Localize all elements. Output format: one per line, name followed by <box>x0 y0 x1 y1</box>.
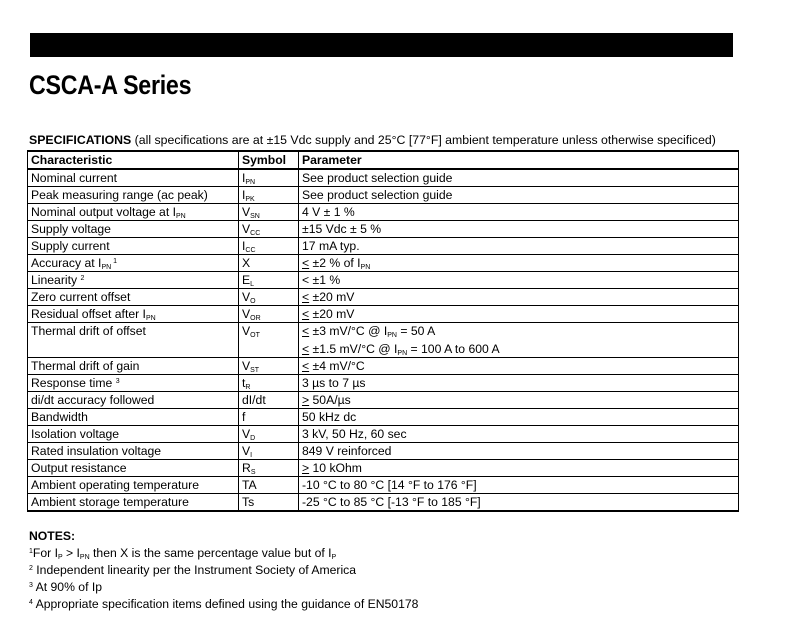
note-segment: P <box>57 554 63 561</box>
parameter-line <box>302 477 738 493</box>
characteristic-segment: di/dt accuracy followed <box>31 393 155 407</box>
characteristic-segment: Ambient storage temperature <box>31 495 189 509</box>
parameter-segment: -10 °C to 80 °C [14 °F to 176 °F] <box>302 478 477 492</box>
symbol-cell <box>239 323 299 358</box>
note-segment: P <box>331 554 337 561</box>
characteristic-segment: Residual offset after I <box>31 307 146 321</box>
symbol-segment: S <box>250 469 256 476</box>
table-row <box>28 238 739 255</box>
characteristic-segment: Rated insulation voltage <box>31 444 162 458</box>
note-segment: 2 <box>29 565 33 572</box>
parameter-segment: > <box>302 393 310 407</box>
table-row <box>28 204 739 221</box>
parameter-line <box>302 170 738 186</box>
parameter-cell <box>299 255 739 272</box>
parameter-cell <box>299 187 739 204</box>
symbol-cell <box>239 358 299 375</box>
symbol-cell <box>239 221 299 238</box>
characteristic-segment: Thermal drift of offset <box>31 324 146 338</box>
characteristic-segment: Bandwidth <box>31 410 88 424</box>
characteristic-cell <box>28 221 239 238</box>
characteristic-cell <box>28 426 239 443</box>
symbol-cell <box>239 460 299 477</box>
parameter-line <box>302 375 738 391</box>
note-segment: 4 <box>29 599 33 606</box>
table-row <box>28 169 739 187</box>
characteristic-cell <box>28 460 239 477</box>
parameter-segment: PN <box>397 350 408 357</box>
characteristic-segment: 3 <box>115 378 120 385</box>
characteristic-cell <box>28 255 239 272</box>
characteristic-cell <box>28 375 239 392</box>
characteristic-segment: Isolation voltage <box>31 427 120 441</box>
symbol-cell <box>239 443 299 460</box>
column-header-characteristic: Characteristic <box>28 151 239 169</box>
characteristic-segment: Linearity <box>31 273 81 287</box>
parameter-line <box>302 358 738 374</box>
parameter-cell <box>299 460 739 477</box>
symbol-segment: CC <box>250 230 261 237</box>
notes-heading: NOTES: <box>29 529 76 543</box>
characteristic-segment: Supply voltage <box>31 222 111 236</box>
table-row <box>28 358 739 375</box>
characteristic-cell <box>28 289 239 306</box>
characteristic-cell <box>28 323 239 358</box>
parameter-line <box>302 255 738 271</box>
parameter-segment: < <box>302 324 310 338</box>
symbol-segment: TA <box>242 478 257 492</box>
parameter-line <box>302 221 738 237</box>
table-row <box>28 477 739 494</box>
symbol-segment: V <box>242 444 251 458</box>
note-item <box>29 545 418 562</box>
symbol-cell <box>239 238 299 255</box>
parameter-segment: See product selection guide <box>302 188 453 202</box>
characteristic-segment: Supply current <box>31 239 110 253</box>
symbol-segment: OR <box>250 315 261 322</box>
parameter-cell <box>299 169 739 187</box>
symbol-segment: O <box>250 298 256 305</box>
parameter-segment: PN <box>387 332 397 339</box>
note-segment: PN <box>79 554 90 561</box>
symbol-segment: V <box>242 427 251 441</box>
table-row <box>28 289 739 306</box>
page-title: CSCA-A Series <box>29 70 192 100</box>
symbol-segment: PN <box>245 179 256 186</box>
characteristic-cell <box>28 306 239 323</box>
note-segment: For I <box>32 546 58 560</box>
parameter-cell <box>299 238 739 255</box>
note-segment: 1 <box>29 548 33 555</box>
parameter-segment: PN <box>360 264 371 271</box>
parameter-segment: = 50 A <box>396 324 436 338</box>
table-row <box>28 460 739 477</box>
symbol-segment: V <box>242 359 251 373</box>
symbol-cell <box>239 306 299 323</box>
parameter-segment: 50A/µs <box>309 393 351 407</box>
parameter-line <box>302 341 738 357</box>
characteristic-segment: 1 <box>111 258 118 265</box>
parameter-line <box>302 426 738 442</box>
parameter-segment: < <box>302 342 310 356</box>
parameter-cell <box>299 494 739 512</box>
parameter-line <box>302 443 738 459</box>
symbol-segment: SN <box>250 213 260 220</box>
symbol-cell <box>239 375 299 392</box>
parameter-cell <box>299 306 739 323</box>
parameter-segment: 17 mA typ. <box>302 239 360 253</box>
spec-conditions: (all specifications are at ±15 Vdc supply and 25°C [77°F] ambient temperature unless otherwise specificed) <box>131 133 716 147</box>
characteristic-segment: Accuracy at I <box>31 256 102 270</box>
parameter-cell <box>299 443 739 460</box>
parameter-line <box>302 460 738 476</box>
parameter-cell <box>299 204 739 221</box>
parameter-segment: -25 °C to 85 °C [-13 °F to 185 °F] <box>302 495 481 509</box>
symbol-segment: V <box>242 205 251 219</box>
note-segment: then X is the same percentage value but of I <box>89 546 332 560</box>
characteristic-segment: Nominal current <box>31 171 118 185</box>
parameter-cell <box>299 426 739 443</box>
parameter-line <box>302 323 738 339</box>
table-row <box>28 443 739 460</box>
characteristic-segment: PN <box>175 213 186 220</box>
table-row <box>28 221 739 238</box>
symbol-cell <box>239 204 299 221</box>
parameter-segment: 3 kV, 50 Hz, 60 sec <box>302 427 407 441</box>
symbol-cell <box>239 169 299 187</box>
parameter-segment: See product selection guide <box>302 171 453 185</box>
symbol-cell <box>239 392 299 409</box>
symbol-segment: I <box>242 239 246 253</box>
parameter-line <box>302 306 738 322</box>
parameter-cell <box>299 477 739 494</box>
parameter-line <box>302 238 738 254</box>
parameter-segment: < <box>302 307 310 321</box>
table-row <box>28 306 739 323</box>
symbol-segment: R <box>242 461 251 475</box>
column-header-symbol: Symbol <box>239 151 299 169</box>
table-row <box>28 494 739 512</box>
parameter-segment: ±1.5 mV/°C @ I <box>309 342 398 356</box>
characteristic-cell <box>28 238 239 255</box>
parameter-cell <box>299 392 739 409</box>
characteristic-segment: Nominal output voltage at I <box>31 205 176 219</box>
symbol-segment: ST <box>250 367 260 374</box>
symbol-cell <box>239 409 299 426</box>
specifications-table <box>27 150 739 512</box>
note-segment: Appropriate specification items defined using the guidance of EN50178 <box>32 597 419 611</box>
characteristic-cell <box>28 169 239 187</box>
parameter-segment: 50 kHz dc <box>302 410 357 424</box>
spec-heading-label: SPECIFICATIONS <box>29 133 132 147</box>
parameter-segment: 3 µs to 7 µs <box>302 376 366 390</box>
parameter-segment: 10 kOhm <box>309 461 362 475</box>
symbol-segment: X <box>242 256 251 270</box>
parameter-cell <box>299 289 739 306</box>
note-item <box>29 596 418 613</box>
parameter-segment: ±15 Vdc ± 5 % <box>302 222 382 236</box>
symbol-cell <box>239 289 299 306</box>
parameter-segment: ±20 mV <box>309 290 355 304</box>
parameter-segment: 849 V reinforced <box>302 444 392 458</box>
symbol-segment: Ts <box>242 495 255 509</box>
characteristic-cell <box>28 272 239 289</box>
parameter-segment: < <box>302 290 310 304</box>
symbol-segment: L <box>250 281 255 288</box>
parameter-line <box>302 187 738 203</box>
characteristic-segment: PN <box>101 264 112 271</box>
parameter-segment: ±2 % of I <box>309 256 361 270</box>
note-item <box>29 562 418 579</box>
parameter-segment: < <box>302 359 310 373</box>
column-header-parameter: Parameter <box>299 151 739 169</box>
symbol-cell <box>239 272 299 289</box>
parameter-cell <box>299 409 739 426</box>
table-row <box>28 272 739 289</box>
symbol-cell <box>239 477 299 494</box>
characteristic-segment: Zero current offset <box>31 290 131 304</box>
parameter-segment: < <box>302 256 310 270</box>
parameter-segment: = 100 A to 600 A <box>407 342 500 356</box>
symbol-segment: I <box>250 452 253 459</box>
note-item <box>29 579 418 596</box>
parameter-cell <box>299 375 739 392</box>
parameter-cell <box>299 323 739 358</box>
symbol-segment: V <box>242 324 251 338</box>
spec-heading <box>29 133 716 148</box>
table-row <box>28 323 739 358</box>
characteristic-cell <box>28 392 239 409</box>
table-row <box>28 426 739 443</box>
symbol-segment: OT <box>250 332 260 339</box>
symbol-segment: E <box>242 273 251 287</box>
note-segment: > I <box>62 546 80 560</box>
parameter-cell <box>299 221 739 238</box>
parameter-segment: ±4 mV/°C <box>309 359 365 373</box>
note-segment: 3 <box>29 582 33 589</box>
parameter-segment: < ±1 % <box>302 273 341 287</box>
parameter-segment: > <box>302 461 310 475</box>
symbol-cell <box>239 255 299 272</box>
characteristic-segment: Output resistance <box>31 461 127 475</box>
symbol-cell <box>239 187 299 204</box>
parameter-line <box>302 409 738 425</box>
characteristic-segment: Thermal drift of gain <box>31 359 140 373</box>
symbol-segment: V <box>242 290 251 304</box>
parameter-segment: 4 V ± 1 % <box>302 205 355 219</box>
characteristic-cell <box>28 443 239 460</box>
symbol-segment: V <box>242 222 251 236</box>
parameter-cell <box>299 358 739 375</box>
characteristic-cell <box>28 477 239 494</box>
parameter-line <box>302 289 738 305</box>
parameter-line <box>302 272 738 288</box>
characteristic-cell <box>28 409 239 426</box>
symbol-segment: f <box>242 410 246 424</box>
symbol-cell <box>239 426 299 443</box>
table-row <box>28 375 739 392</box>
parameter-line <box>302 494 738 510</box>
table-row <box>28 255 739 272</box>
characteristic-segment: 2 <box>80 275 85 282</box>
table-header-row <box>28 151 739 169</box>
characteristic-cell <box>28 358 239 375</box>
symbol-segment: V <box>242 307 251 321</box>
parameter-line <box>302 204 738 220</box>
characteristic-segment: PN <box>145 315 156 322</box>
notes <box>29 528 418 613</box>
characteristic-cell <box>28 204 239 221</box>
table-row <box>28 409 739 426</box>
characteristic-segment: Response time <box>31 376 116 390</box>
symbol-segment: dI/dt <box>242 393 266 407</box>
note-segment: At 90% of Ip <box>32 580 103 594</box>
characteristic-segment: Ambient operating temperature <box>31 478 200 492</box>
parameter-segment: ±20 mV <box>309 307 355 321</box>
symbol-segment: R <box>245 384 251 391</box>
symbol-cell <box>239 494 299 512</box>
characteristic-cell <box>28 494 239 512</box>
header-bar <box>30 33 733 57</box>
characteristic-cell <box>28 187 239 204</box>
characteristic-segment: Peak measuring range (ac peak) <box>31 188 208 202</box>
table-row <box>28 187 739 204</box>
symbol-segment: t <box>242 376 246 390</box>
symbol-segment: I <box>242 188 246 202</box>
table-row <box>28 392 739 409</box>
symbol-segment: I <box>242 171 246 185</box>
note-segment: Independent linearity per the Instrument Society of America <box>32 563 357 577</box>
symbol-segment: PK <box>245 196 255 203</box>
parameter-segment: ±3 mV/°C @ I <box>309 324 388 338</box>
symbol-segment: D <box>250 435 256 442</box>
parameter-cell <box>299 272 739 289</box>
symbol-segment: CC <box>245 247 256 254</box>
parameter-line <box>302 392 738 408</box>
